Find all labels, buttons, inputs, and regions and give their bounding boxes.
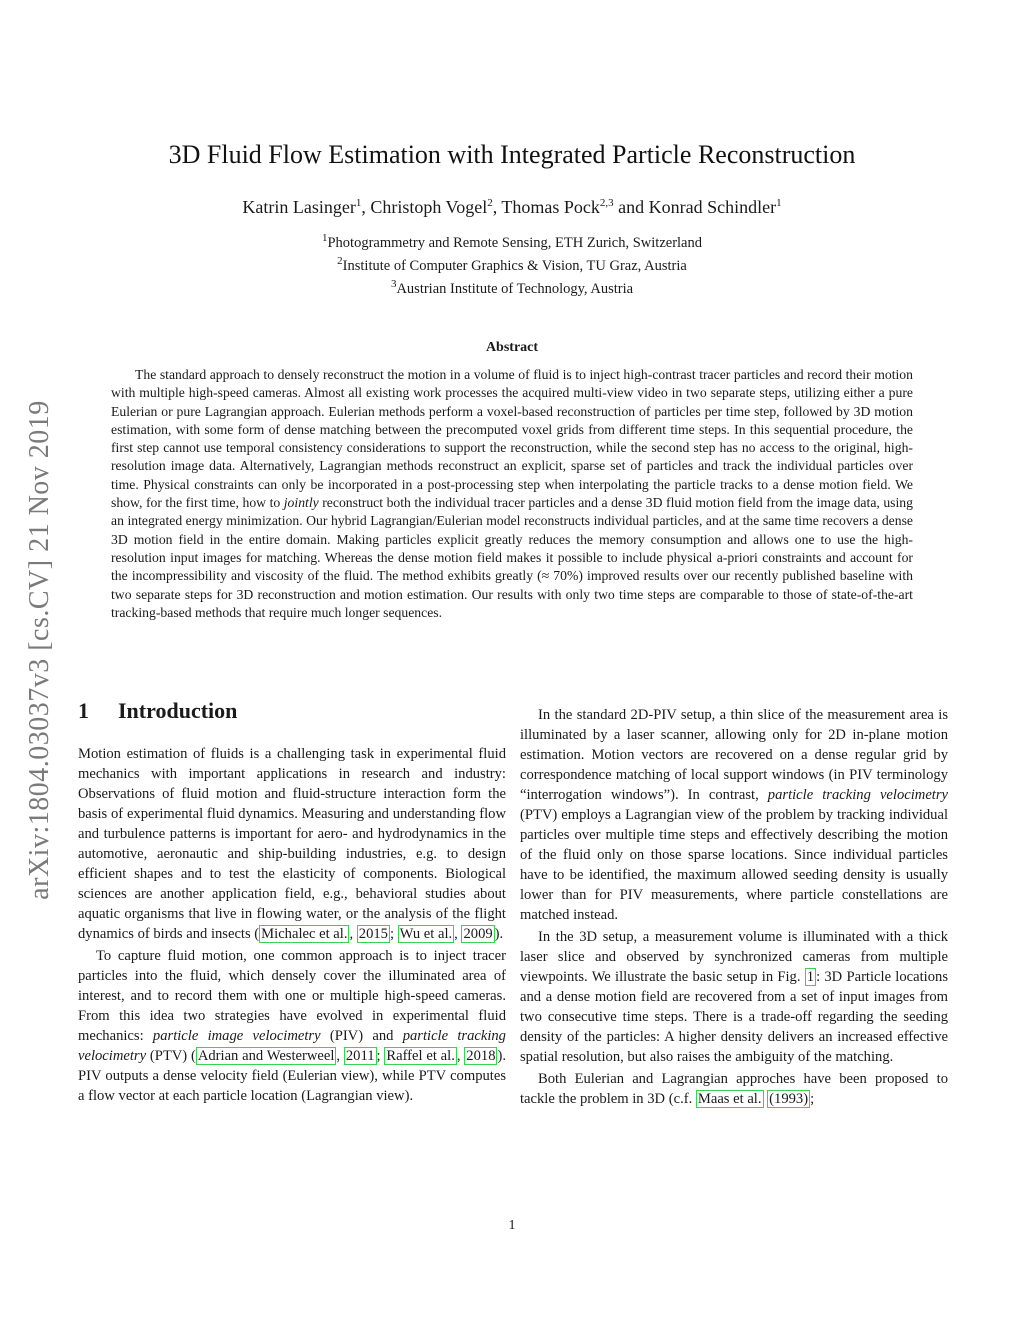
- emphasis-text: particle tracking velocimetry: [78, 1028, 506, 1064]
- paragraph-text: To capture fluid motion, one common approach is to inject tracer particles into the fluid, which densely cover the illuminated area of interest, and to record them with one or multiple high-speed cameras. From this idea two strategies have evolved in experimental fluid mechanics:: [78, 948, 506, 1044]
- author-name: Christoph Vogel: [370, 197, 488, 217]
- abstract-text: The standard approach to densely reconstruct the motion in a volume of fluid is to inject high-contrast tracer particles and record their motion with multiple high-speed cameras. Almost all existing work processes the acquired multi-view video in two separate steps, utilizing either a pure Eulerian or pure Lagrangian approach. Eulerian methods perform a voxel-based reconstruction of particles per time step, followed by 3D motion estimation, with some form of dense matching between the precomputed voxel grids from different time steps. In this sequential procedure, the first step cannot use temporal consistency considerations to support the reconstruction, while the second step has no access to the original, high-resolution image data. Alternatively, Lagrangian methods reconstruct an explicit, sparse set of particles and track the individual particles over time. Physical constraints can only be incorporated in a post-processing step when interpolating the particle tracks to a dense motion field. We show, for the first time, how to: [111, 367, 913, 511]
- author-separator: ,: [361, 197, 371, 217]
- abstract-text: reconstruct both the individual tracer particles and a dense 3D fluid motion field from the image data, using an integrated energy minimization. Our hybrid Lagrangian/Eulerian model reconstructs individual particles, and at the same time recovers a dense 3D motion field in the entire domain. Making particles explicit greatly reduces the memory consumption and allows one to use the high-resolution input images for matching. Whereas the dense motion field makes it possible to include physical a-priori constraints and account for the incompressibility and viscosity of the fluid. The method exhibits greatly (≈ 70%) improved results over our recently published baseline with two separate steps for 3D reconstruction and motion estimation. Our results with only two time steps are comparable to those of state-of-the-art tracking-based methods that require much longer sequences.: [111, 495, 913, 620]
- affiliation: [0, 232, 1024, 252]
- affiliation-mark: 1: [321, 232, 328, 244]
- affiliation: [0, 278, 1024, 298]
- author-name: Katrin Lasinger: [242, 197, 356, 217]
- abstract-emphasis: jointly: [283, 495, 319, 511]
- section-title: Introduction: [118, 698, 238, 723]
- citation-link[interactable]: [196, 1047, 337, 1065]
- citation-link[interactable]: [398, 925, 455, 943]
- paragraph-text: Both Eulerian and Lagrangian approches have been proposed to tackle the problem in 3D (c.f.: [520, 1071, 948, 1107]
- paper-title: 3D Fluid Flow Estimation with Integrated Particle Reconstruction: [168, 140, 856, 169]
- paragraph-text: ). PIV outputs a dense velocity field (Eulerian view), while PTV computes a flow vector at each particle location (Lagrangian view).: [78, 1048, 506, 1104]
- emphasis-text: particle image velocimetry: [152, 1028, 321, 1044]
- affiliation-mark: 2: [337, 255, 343, 267]
- citation-link[interactable]: [767, 1090, 810, 1108]
- author-affil-mark: 1: [776, 197, 782, 209]
- affiliation: [0, 255, 1024, 275]
- paragraph: To capture fluid motion, one common approach is to inject tracer particles into the fluid, which densely cover the illuminated area of interest, and to record them with one or multiple high-speed cameras. From this idea two strategies have evolved in experimental fluid mechanics: particle image velocimetry (PIV) and particle tracking velocimetry (PTV) ( Adrian and Westerweel , 2011 ; Raffel et al. , 2018 ). PIV outputs a dense velocity field (Eulerian view), while PTV computes a flow vector at each particle location (Lagrangian view).: [78, 948, 506, 1104]
- paragraph-text: In the 3D setup, a measurement volume is illuminated with a thick laser slice and observed by synchronized cameras from multiple viewpoints. We illustrate the basic setup in Fig.: [520, 929, 948, 985]
- author-affil-mark: 2,3: [599, 197, 614, 209]
- paragraph-text: : 3D Particle locations and a dense motion field are recovered from a set of input images from two consecutive time steps. There is a trade-off regarding the seeding density of the particles: A higher density delivers an increased effective spatial resolution, but also raises the ambiguity of the matching.: [520, 969, 948, 1065]
- citation-text: Wu et al.: [399, 926, 453, 942]
- page-number: 1: [508, 1218, 516, 1233]
- citation-link[interactable]: [357, 925, 390, 943]
- citation-text: 2009: [463, 926, 493, 942]
- citation-text: 2011: [345, 1048, 375, 1064]
- citation-text: 2015: [358, 926, 388, 942]
- paragraph-text: ;: [810, 1091, 815, 1107]
- author-affil-mark: 1: [355, 197, 362, 209]
- affiliation-text: Austrian Institute of Technology, Austria: [396, 280, 634, 297]
- author-name: Konrad Schindler: [648, 197, 777, 217]
- affiliation-mark: 3: [390, 278, 397, 290]
- citation-text: Maas et al.: [697, 1091, 762, 1107]
- citation-link[interactable]: [464, 1047, 497, 1065]
- citation-link[interactable]: [344, 1047, 377, 1065]
- arxiv-identifier[interactable]: arXiv:1804.03037v3 [cs.CV] 21 Nov 2019: [24, 400, 55, 900]
- affiliation-text: Institute of Computer Graphics & Vision, TU Graz, Austria: [342, 257, 687, 274]
- section-heading: [78, 698, 237, 724]
- citation-text: 2018: [466, 1048, 496, 1064]
- citation-link[interactable]: [696, 1090, 764, 1108]
- paragraph-text: (PTV) employs a Lagrangian view of the problem by tracking individual particles over multiple time steps and effectively describing the motion of the fluid only on those sparse locations. Since individual particles have to be identified, the maximum allowed seeding density is usually lower than for PIV measurements, where particle constellations are matched instead.: [520, 807, 948, 923]
- figure-reference-text: 1: [806, 969, 815, 985]
- citation-separator: ;: [376, 1048, 385, 1064]
- abstract-body: [111, 366, 913, 622]
- left-column: [78, 744, 506, 1106]
- citation-text: Raffel et al.: [386, 1048, 455, 1064]
- section-number: 1: [78, 698, 89, 723]
- paragraph-text: In the standard 2D-PIV setup, a thin slice of the measurement area is illuminated by a laser scanner, allowing only for 2D in-plane motion estimation. Motion vectors are recovered on a dense regular grid by correspondence matching of local support windows (in PIV terminology “interrogation windows”). In contrast,: [520, 707, 948, 803]
- paragraph: Motion estimation of fluids is a challenging task in experimental fluid mechanics with important applications in research and industry: Observations of fluid motion and fluid-structure interaction form the basis of experimental fluid dynamics. Measuring and understanding flow and turbulence patterns is important for aero- and hydrodynamics in the automotive, aeronautic and ship-building industries, e.g. to design efficient shapes and to test the elasticity of components. Biological sciences are another application field, e.g., behavioral studies about aquatic organisms that live in flowing water, or the analysis of the flight dynamics of birds and insects ( Michalec et al. , 2015 ; Wu et al. , 2009 ).: [78, 746, 506, 942]
- author-list: [0, 197, 1024, 218]
- figure-reference-link[interactable]: [805, 968, 816, 986]
- paragraph-text: (PTV) (: [146, 1048, 196, 1064]
- paragraph-text: Motion estimation of fluids is a challenging task in experimental fluid mechanics with important applications in research and industry: Observations of fluid motion and fluid-structure interaction form the basis of experimental fluid dynamics. Measuring and understanding flow and turbulence patterns is important for aero- and hydrodynamics in the automotive, aeronautic and ship-building industries, e.g. to design efficient shapes and to test the elasticity of components. Biological sciences are another application field, e.g., behavioral studies about aquatic organisms that live in flowing water, or the analysis of the flight dynamics of birds and insects (: [78, 746, 506, 942]
- emphasis-text: particle tracking velocimetry: [767, 787, 949, 803]
- citation-text: Michalec et al.: [261, 926, 348, 942]
- abstract-heading: Abstract: [485, 340, 539, 355]
- paragraph: [520, 1069, 948, 1109]
- paragraph-text: (PIV) and: [320, 1028, 403, 1044]
- right-column: [520, 705, 948, 1109]
- citation-link[interactable]: [259, 925, 349, 943]
- author-name: Thomas Pock: [501, 197, 600, 217]
- citation-link[interactable]: [384, 1047, 457, 1065]
- author-conjunction: and: [613, 197, 649, 217]
- citation-separator: ;: [389, 926, 398, 942]
- citation-text: Adrian and Westerweel: [197, 1048, 335, 1064]
- author-separator: ,: [492, 197, 502, 217]
- paragraph: [520, 705, 948, 925]
- author-affil-mark: 2: [487, 197, 493, 209]
- affiliation-text: Photogrammetry and Remote Sensing, ETH Zurich, Switzerland: [327, 234, 702, 251]
- citation-link[interactable]: [461, 925, 494, 943]
- paragraph: [520, 927, 948, 1067]
- paragraph-text: ).: [494, 926, 504, 942]
- citation-text: (1993): [769, 1091, 809, 1107]
